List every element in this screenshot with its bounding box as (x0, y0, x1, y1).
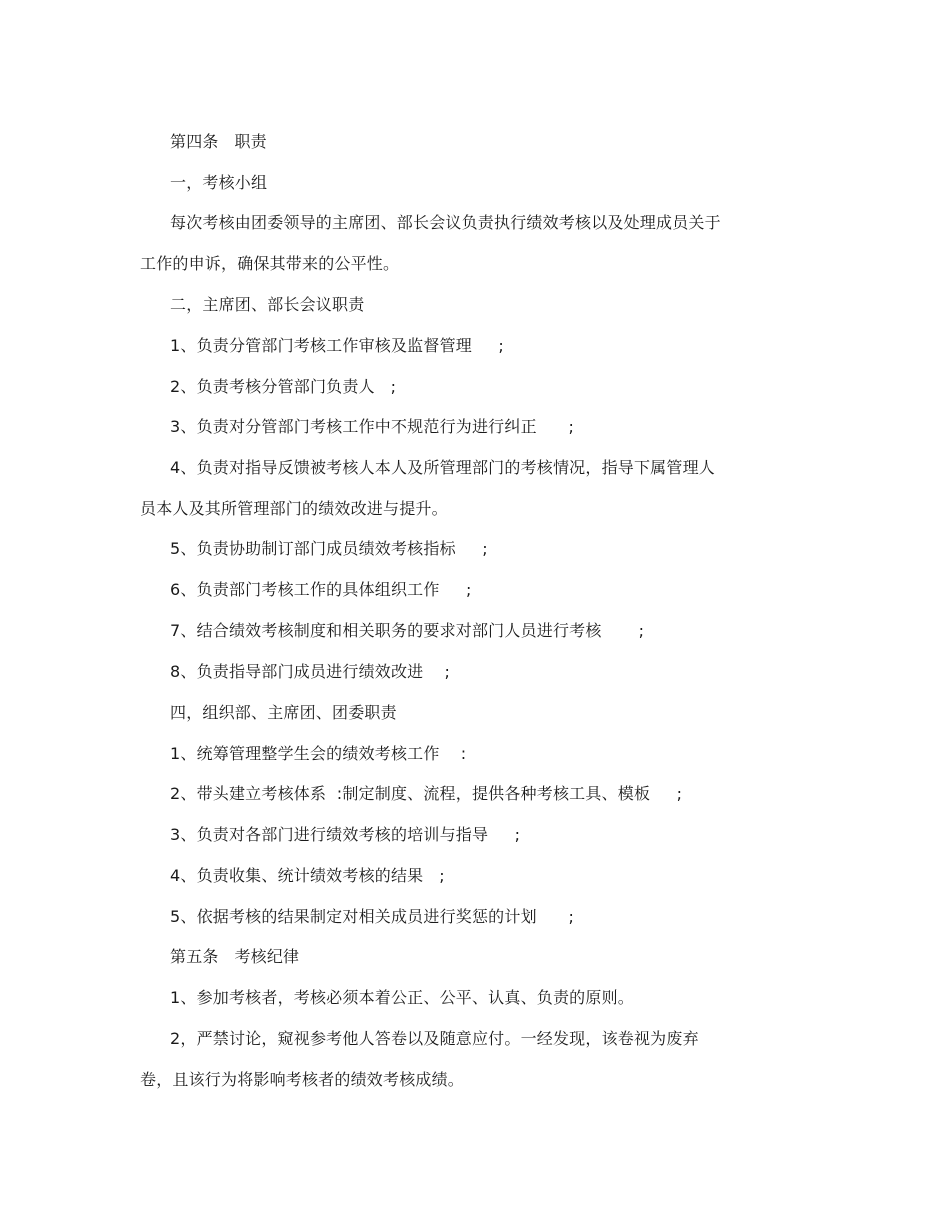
list-item: 2，严禁讨论，窥视参考他人答卷以及随意应付。一经发现，该卷视为废弃 (170, 1029, 699, 1048)
article-5-heading: 第五条 考核纪律 (170, 947, 300, 966)
list-item: 7、结合绩效考核制度和相关职务的要求对部门人员进行考核 ; (170, 621, 645, 640)
list-item: 8、负责指导部门成员进行绩效改进 ; (170, 662, 451, 681)
list-item: 4、负责对指导反馈被考核人本人及所管理部门的考核情况，指导下属管理人 (170, 458, 715, 477)
list-item: 2、负责考核分管部门负责人 ; (170, 377, 397, 396)
list-item: 5、负责协助制订部门成员绩效考核指标 ; (170, 539, 488, 558)
list-item: 3、负责对分管部门考核工作中不规范行为进行纠正 ; (170, 417, 575, 436)
section-4-heading: 四，组织部、主席团、团委职责 (170, 703, 397, 722)
list-item: 1、负责分管部门考核工作审核及监督管理 ; (170, 336, 505, 355)
list-item: 1、参加考核者，考核必须本着公正、公平、认真、负责的原则。 (170, 988, 634, 1007)
list-item: 4、负责收集、统计绩效考核的结果 ; (170, 866, 445, 885)
paragraph-line: 卷，且该行为将影响考核者的绩效考核成绩。 (140, 1070, 465, 1089)
section-2-heading: 二，主席团、部长会议职责 (170, 295, 365, 314)
list-item: 5、依据考核的结果制定对相关成员进行奖惩的计划 ; (170, 907, 575, 926)
list-item: 6、负责部门考核工作的具体组织工作 ; (170, 580, 472, 599)
list-item: 1、统筹管理整学生会的绩效考核工作 : (170, 744, 467, 763)
paragraph-line: 每次考核由团委领导的主席团、部长会议负责执行绩效考核以及处理成员关于 (170, 213, 721, 232)
article-4-heading: 第四条 职责 (170, 132, 267, 151)
list-item: 3、负责对各部门进行绩效考核的培训与指导 ; (170, 825, 521, 844)
section-1-heading: 一，考核小组 (170, 173, 268, 192)
paragraph-line: 员本人及其所管理部门的绩效改进与提升。 (140, 499, 448, 518)
paragraph-line: 工作的申诉，确保其带来的公平性。 (140, 254, 400, 273)
list-item: 2、带头建立考核体系 :制定制度、流程，提供各种考核工具、模板 ; (170, 784, 683, 803)
